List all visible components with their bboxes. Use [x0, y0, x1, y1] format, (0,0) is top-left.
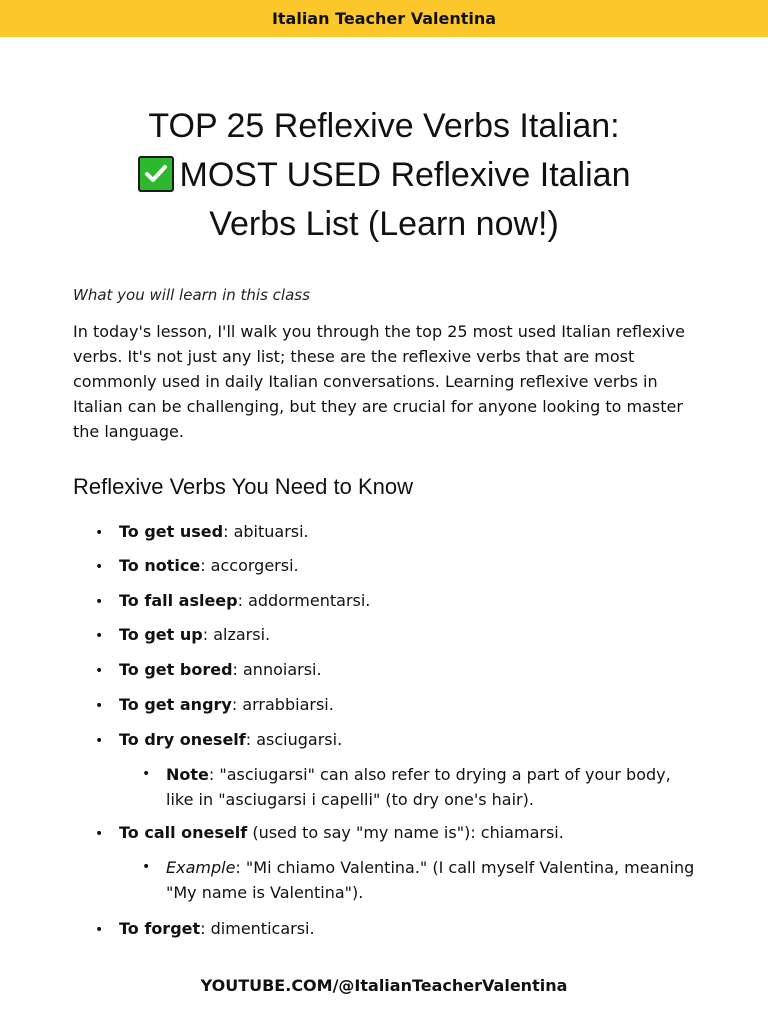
intro-paragraph: In today's lesson, I'll walk you through the top 25 most used Italian reflexive verbs. It's not just any list; these are the reflexive verbs that are most commonly used in daily Italian conversations. Learning reflexive verbs in Italian can be challenging, but they are crucial for anyone looking to master the language. — [73, 322, 685, 441]
sub-list-item — [142, 855, 702, 905]
bullet-icon: • — [95, 559, 104, 575]
list-item — [95, 553, 299, 580]
intro-label: What you will learn in this class — [73, 286, 310, 304]
title-line-2: MOST USED Reflexive Italian — [179, 156, 631, 194]
example-body: : "Mi chiamo Valentina." (I call myself Valentina, meaning "My name is Valentina"). — [166, 858, 695, 902]
bullet-icon: • — [95, 628, 104, 644]
list-item — [95, 692, 334, 719]
note-label: Note — [166, 765, 209, 784]
title-line-3: Verbs List (Learn now!) — [209, 205, 559, 243]
sub-list-item — [142, 762, 702, 812]
title-line-1: TOP 25 Reflexive Verbs Italian: — [148, 107, 620, 145]
list-item — [95, 622, 270, 649]
verb-english: To get up — [119, 625, 203, 644]
example-label: Example — [166, 858, 236, 877]
verb-english: To get angry — [119, 695, 232, 714]
verb-english: To get bored — [119, 660, 233, 679]
verb-italian: : abituarsi. — [223, 522, 309, 541]
verb-italian: : arrabbiarsi. — [231, 695, 334, 714]
list-item — [95, 588, 370, 615]
example-text — [166, 855, 702, 905]
verb-english: To dry oneself — [119, 730, 246, 749]
verb-italian: : asciugarsi. — [245, 730, 343, 749]
list-item — [95, 916, 315, 943]
verb-italian: : accorgersi. — [200, 556, 299, 575]
bullet-icon: • — [95, 594, 104, 610]
top-banner — [0, 0, 768, 37]
footer-link[interactable]: YOUTUBE.COM/@ItalianTeacherValentina — [200, 976, 568, 995]
bullet-icon: • — [95, 826, 104, 842]
page-title — [40, 102, 728, 249]
verb-italian: : alzarsi. — [202, 625, 271, 644]
sub-bullet-icon: • — [142, 766, 151, 782]
bullet-icon: • — [95, 922, 104, 938]
list-item — [95, 657, 322, 684]
verb-italian: : addormentarsi. — [237, 591, 371, 610]
verb-english: To call oneself — [119, 823, 248, 842]
note-text — [166, 762, 702, 812]
verb-italian: : annoiarsi. — [232, 660, 322, 679]
verb-english: To get used — [119, 522, 224, 541]
section-heading: Reflexive Verbs You Need to Know — [73, 474, 414, 499]
verb-english: To notice — [119, 556, 201, 575]
banner-text: Italian Teacher Valentina — [271, 9, 497, 28]
check-mark-icon — [138, 156, 174, 192]
list-item — [95, 727, 342, 754]
verb-italian: (used to say "my name is"): chiamarsi. — [247, 823, 564, 842]
list-item — [95, 519, 309, 546]
bullet-icon: • — [95, 698, 104, 714]
verb-italian: : dimenticarsi. — [200, 919, 315, 938]
verb-english: To forget — [119, 919, 201, 938]
bullet-icon: • — [95, 525, 104, 541]
verb-english: To fall asleep — [119, 591, 238, 610]
bullet-icon: • — [95, 733, 104, 749]
list-item — [95, 820, 564, 847]
sub-bullet-icon: • — [142, 859, 151, 875]
note-body: : "asciugarsi" can also refer to drying a part of your body, like in "asciugarsi i capelli" (to dry one's hair). — [166, 765, 671, 809]
bullet-icon: • — [95, 663, 104, 679]
